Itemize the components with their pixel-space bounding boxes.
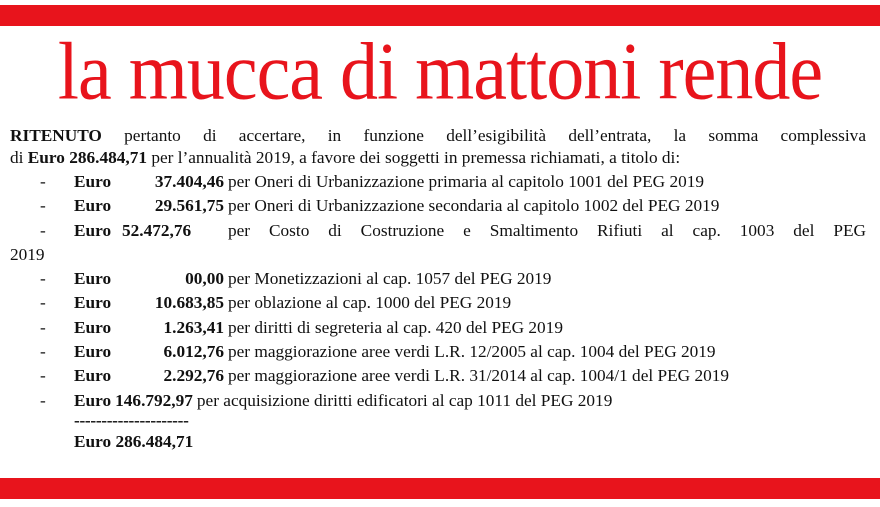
item-description: per Monetizzazioni al cap. 1057 del PEG 2019 [228, 269, 552, 289]
currency-label: Euro [74, 220, 112, 240]
intro-line-1 [10, 125, 866, 147]
bullet-dash: - [40, 342, 46, 362]
intro-paragraph [10, 125, 866, 169]
list-item [10, 194, 866, 218]
bullet-dash: - [40, 293, 46, 313]
list-item [10, 291, 866, 315]
intro-line-2-text: per l’annualità 2019, a favore dei soggetti in premessa richiamati, a titolo di: [147, 148, 681, 167]
grand-total: Euro 286.484,71 [74, 431, 194, 451]
list-item [10, 316, 866, 340]
list-item-first-line [10, 219, 866, 243]
item-amount: 2.292,76 [163, 366, 224, 386]
item-amount: 146.792,97 [115, 390, 193, 410]
list-item [10, 170, 866, 194]
list-item [10, 219, 866, 268]
item-description: per Costo di Costruzione e Smaltimento Rifiuti al cap. 1003 del PEG [228, 220, 866, 240]
currency-label: Euro [74, 293, 112, 313]
currency-label: Euro [74, 342, 112, 362]
item-amount: 37.404,46 [154, 172, 224, 191]
bullet-dash: - [40, 317, 46, 337]
bullet-dash: - [40, 172, 46, 191]
item-amount: 52.472,76 [122, 220, 192, 240]
bullet-dash: - [40, 390, 46, 410]
allocation-list [10, 170, 866, 413]
item-amount: 29.561,75 [154, 196, 224, 216]
currency-label: Euro [74, 390, 112, 410]
bullet-dash: - [40, 366, 46, 386]
item-description: per maggiorazione aree verdi L.R. 31/2014 al cap. 1004/1 del PEG 2019 [228, 366, 730, 386]
item-description: per maggiorazione aree verdi L.R. 12/2005 al cap. 1004 del PEG 2019 [228, 342, 716, 362]
currency-label: Euro [74, 366, 112, 386]
intro-keyword: RITENUTO [10, 126, 102, 145]
currency-label: Euro [74, 172, 112, 191]
intro-line-1-text: pertanto di accertare, in funzione dell’esigibilità dell’entrata, la somma complessiva [101, 126, 866, 145]
item-description: per diritti di segreteria al cap. 420 del PEG 2019 [228, 317, 563, 337]
bottom-red-bar [0, 478, 880, 499]
list-item [10, 389, 866, 413]
list-item [10, 267, 866, 291]
list-item [10, 364, 866, 388]
item-description: per oblazione al cap. 1000 del PEG 2019 [228, 293, 512, 313]
headline: la mucca di mattoni rende [57, 26, 823, 117]
item-description-continuation: 2019 [10, 244, 45, 264]
intro-line-2-prefix: di [10, 148, 28, 167]
bullet-dash: - [40, 220, 46, 240]
currency-label: Euro [74, 196, 112, 216]
bullet-dash: - [40, 196, 46, 216]
item-amount: 10.683,85 [154, 293, 224, 313]
top-red-bar [0, 5, 880, 26]
intro-total-amount: Euro 286.484,71 [27, 148, 147, 167]
list-item [10, 340, 866, 364]
item-amount: 6.012,76 [163, 342, 224, 362]
item-description: per Oneri di Urbanizzazione secondaria al capitolo 1002 del PEG 2019 [228, 196, 720, 216]
currency-label: Euro [74, 269, 112, 289]
item-description: per acquisizione diritti edificatori al cap 1011 del PEG 2019 [196, 390, 613, 410]
intro-line-2 [10, 147, 866, 169]
document-excerpt [10, 125, 866, 453]
item-amount: 00,00 [185, 269, 224, 289]
item-description: per Oneri di Urbanizzazione primaria al capitolo 1001 del PEG 2019 [228, 172, 705, 191]
item-amount: 1.263,41 [163, 317, 224, 337]
bullet-dash: - [40, 269, 46, 289]
currency-label: Euro [74, 317, 112, 337]
total-separator: --------------------- [74, 410, 189, 430]
